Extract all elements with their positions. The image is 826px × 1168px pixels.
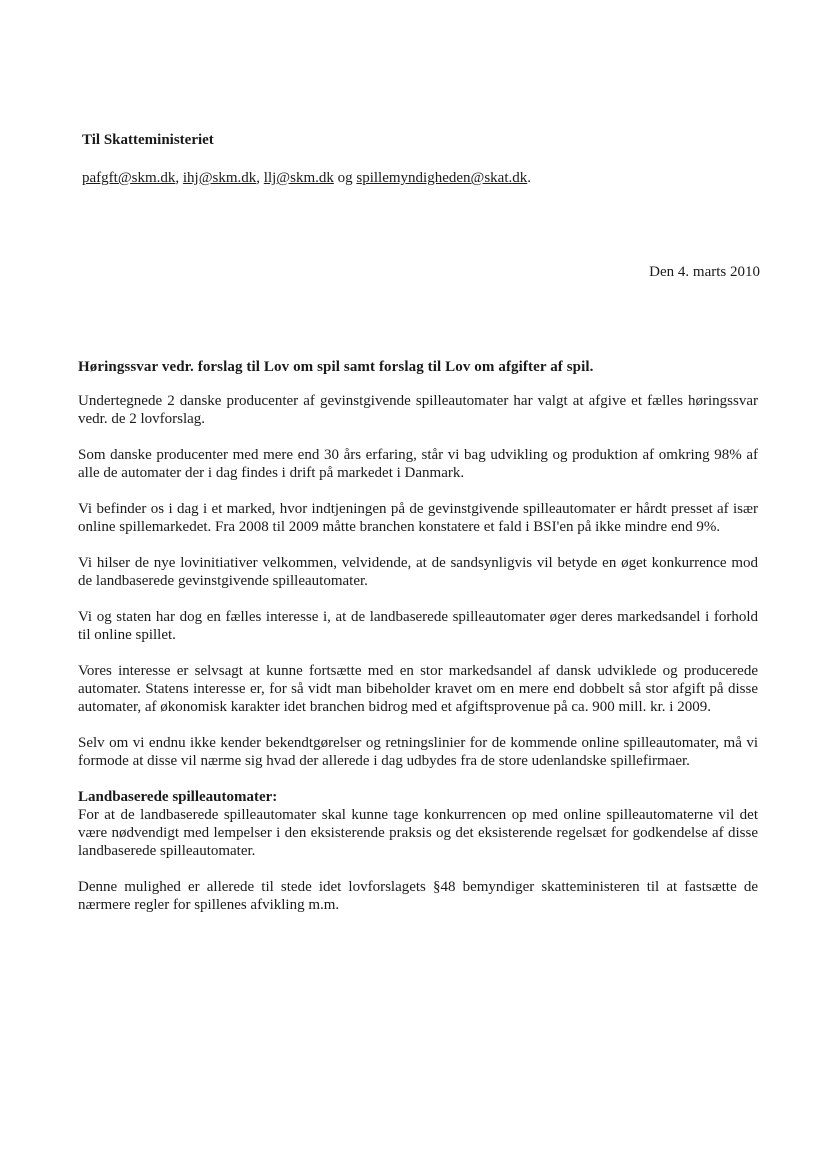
body-paragraph: Selv om vi endnu ikke kender bekendtgørelser og retningslinier for de kommende online spilleautomater, må vi formode at disse vil nærme sig hvad der allerede i dag udbydes fra de store udenlandske spillefirmaer.: [78, 735, 758, 769]
section-paragraph: Denne mulighed er allerede til stede idet lovforslagets §48 bemyndiger skatteministeren til at fastsætte de nærmere regler for spillenes afvikling m.m.: [78, 879, 758, 913]
body-paragraph: Vi befinder os i dag i et marked, hvor indtjeningen på de gevinstgivende spilleautomater er hårdt presset af især online spillemarkedet. Fra 2008 til 2009 måtte branchen konstatere et fald i BSI'en på ikke mindre end 9%.: [78, 501, 758, 535]
email-link-ihj[interactable]: ihj@skm.dk: [182, 170, 257, 186]
section-heading: Landbaserede spilleautomater:: [78, 789, 278, 805]
body-paragraph: Vi hilser de nye lovinitiativer velkommen, velvidende, at de sandsynligvis vil betyde en øget konkurrence mod de landbaserede gevinstgivende spilleautomater.: [78, 555, 758, 589]
email-addresses: [82, 170, 531, 187]
email-link-pafgft[interactable]: pafgft@skm.dk: [82, 170, 176, 186]
email-separator: ,: [256, 170, 264, 186]
section-paragraph: For at de landbaserede spilleautomater skal kunne tage konkurrencen op med online spilleautomaterne vil det være nødvendigt med lempelser i den eksisterende praksis og det eksisterende regelsæt for godkendelse af disse landbaserede spilleautomater.: [78, 807, 758, 859]
body-paragraph: Vi og staten har dog en fælles interesse i, at de landbaserede spilleautomater øger deres markedsandel i forhold til online spillet.: [78, 609, 758, 643]
section-landbaserede: [78, 788, 758, 914]
email-separator: ,: [175, 170, 183, 186]
email-link-llj[interactable]: llj@skm.dk: [263, 170, 334, 186]
email-end-punctuation: .: [527, 170, 531, 186]
body-paragraph: Som danske producenter med mere end 30 års erfaring, står vi bag udvikling og produktion af omkring 98% af alle de automater der i dag findes i drift på markedet i Danmark.: [78, 447, 758, 481]
letter-subject: Høringssvar vedr. forslag til Lov om spil samt forslag til Lov om afgifter af spil.: [78, 359, 594, 375]
body-paragraph: Undertegnede 2 danske producenter af gevinstgivende spilleautomater har valgt at afgive et fælles høringssvar vedr. de 2 lovforslag.: [78, 393, 758, 427]
letter-body: [78, 358, 758, 932]
email-link-spillemyndigheden[interactable]: spillemyndigheden@skat.dk: [356, 170, 528, 186]
letter-date: Den 4. marts 2010: [649, 264, 760, 280]
body-paragraph: Vores interesse er selvsagt at kunne fortsætte med en stor markedsandel af dansk udviklede og producerede automater. Statens interesse er, for så vidt man bibeholder kravet om en mere end dobbelt så stor afgift på disse automater, af økonomisk karakter idet branchen bidrog med et afgiftsprovenue på ca. 900 mill. kr. i 2009.: [78, 663, 758, 715]
email-separator: og: [333, 170, 357, 186]
recipient-heading: Til Skatteministeriet: [82, 132, 214, 148]
